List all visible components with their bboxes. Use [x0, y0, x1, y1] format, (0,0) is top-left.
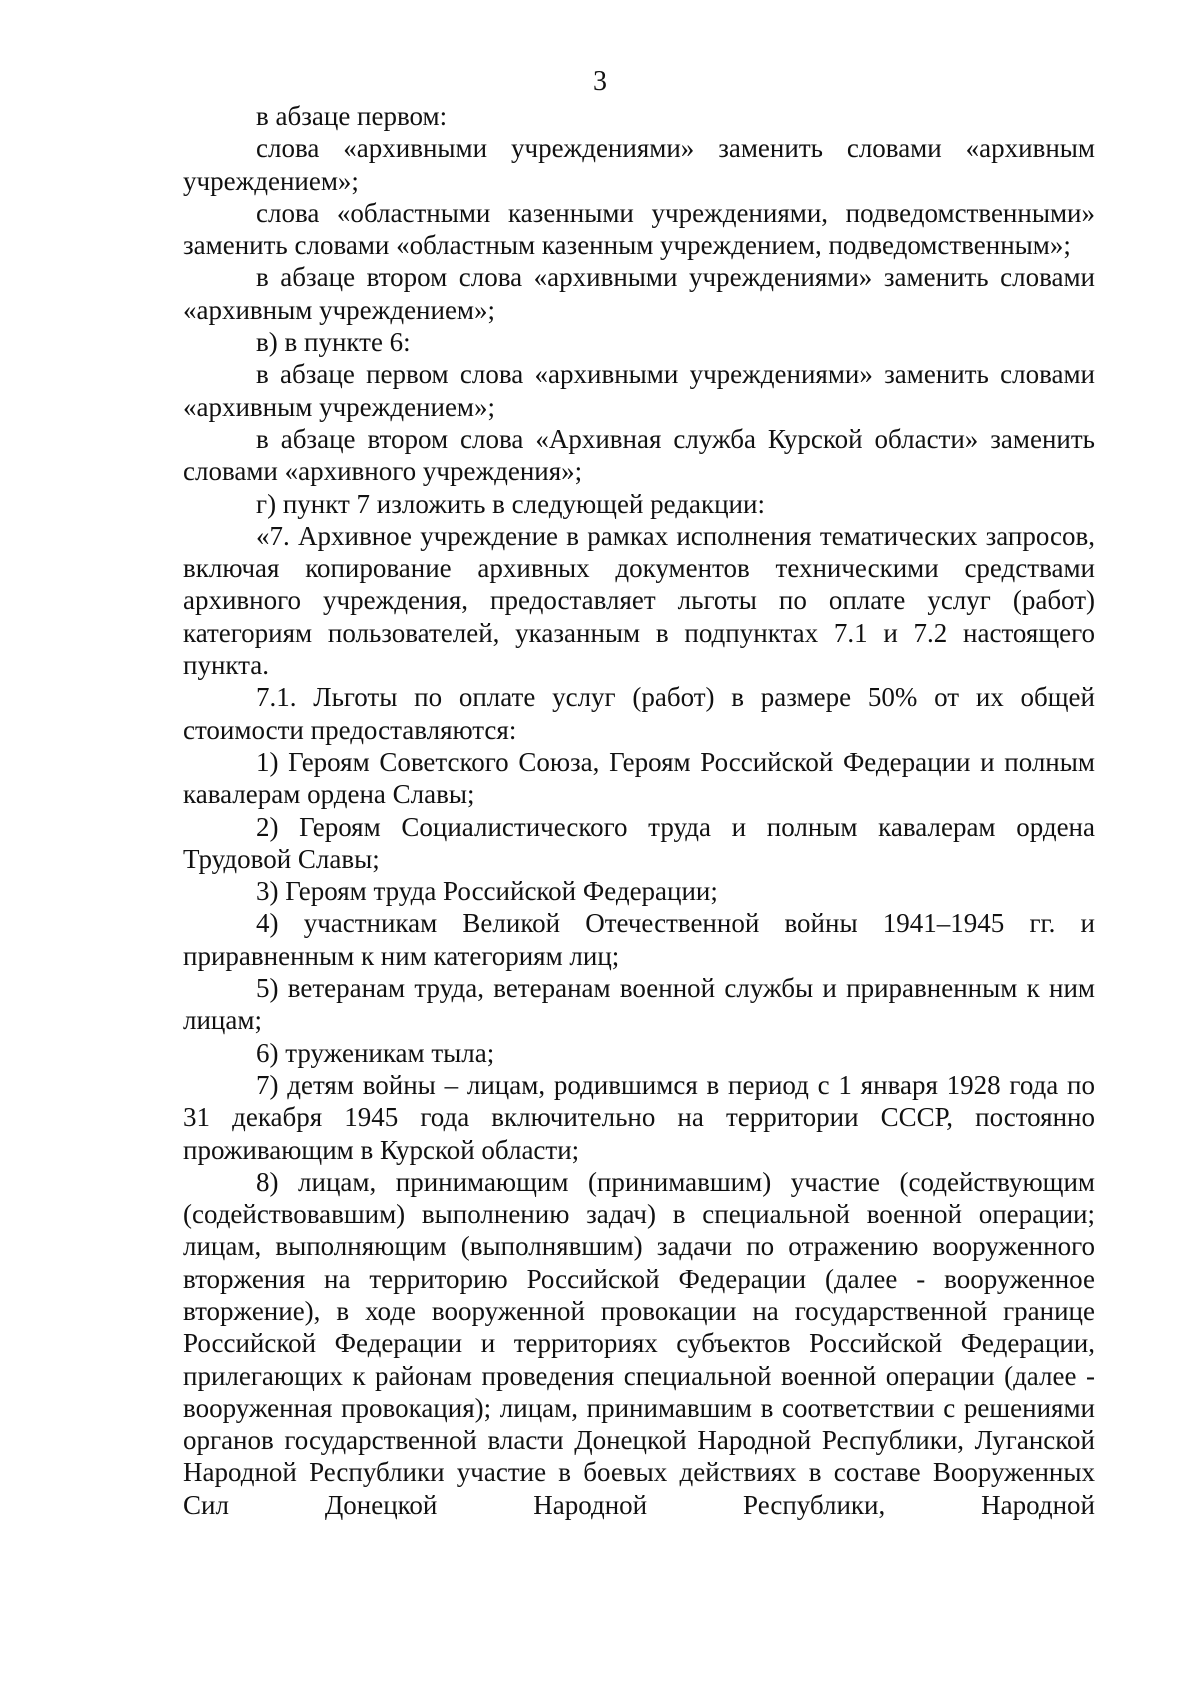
paragraph: 3) Героям труда Российской Федерации; — [256, 876, 718, 907]
paragraph: 6) труженикам тыла; — [256, 1037, 495, 1068]
paragraph: в абзаце втором слова «Архивная служба Курской области» заменить словами «архивного учреждения»; — [183, 423, 1095, 487]
paragraph: 5) ветеранам труда, ветеранам военной службы и приравненным к ним лицам; — [183, 973, 1095, 1036]
paragraph: 2) Героям Социалистического труда и полным кавалерам ордена Трудовой Славы; — [183, 811, 1095, 874]
paragraph: в абзаце первом слова «архивными учреждениями» заменить словами «архивным учреждением»; — [183, 359, 1095, 422]
page-number: 3 — [593, 66, 607, 97]
paragraph: 1) Героям Советского Союза, Героям Российской Федерации и полным кавалерам ордена Славы; — [183, 746, 1095, 810]
paragraph: г) пункт 7 изложить в следующей редакции: — [256, 488, 765, 519]
paragraph: слова «областными казенными учреждениями, подведомственными» заменить словами «областным казенным учреждением, подведомственным»; — [183, 197, 1095, 261]
paragraph: 4) участникам Великой Отечественной войны 1941–1945 гг. и приравненным к ним категориям лиц; — [183, 908, 1095, 971]
paragraph: 7.1. Льготы по оплате услуг (работ) в размере 50% от их общей стоимости предоставляются: — [183, 682, 1095, 745]
paragraph: в) в пункте 6: — [256, 327, 411, 358]
paragraph: слова «архивными учреждениями» заменить словами «архивным учреждением»; — [183, 133, 1095, 196]
paragraph: 8) лицам, принимающим (принимавшим) участие (содействующим (содействовавшим) выполнению задач) в специальной военной операции; лицам, выполняющим (выполнявшим) задачи по отражению вооруженного вторжения на территорию Российской Федерации (далее - вооруженное вторжение), в ходе вооруженной провокации на государственной границе Российской Федерации и территориях субъектов Российской Федерации, прилегающих к районам проведения специальной военной операции (далее - вооруженная провокация); лицам, принимавшим в соответствии с решениями органов государственной власти Донецкой Народной Республики, Луганской Народной Республики участие в боевых действиях в составе Вооруженных Сил Донецкой Народной Республики, Народной — [183, 1166, 1095, 1520]
document-body — [183, 100, 1095, 1521]
paragraph: в абзаце первом: — [256, 101, 448, 131]
paragraph: в абзаце втором слова «архивными учреждениями» заменить словами «архивным учреждением»; — [183, 262, 1095, 325]
paragraph: «7. Архивное учреждение в рамках исполнения тематических запросов, включая копирование архивных документов техническими средствами архивного учреждения, предоставляет льготы по оплате услуг (работ) категориям пользователей, указанным в подпунктах 7.1 и 7.2 настоящего пункта. — [183, 520, 1095, 681]
paragraph: 7) детям войны – лицам, родившимся в период с 1 января 1928 года по 31 декабря 1945 года включительно на территории СССР, постоянно проживающим в Курской области; — [183, 1069, 1095, 1165]
